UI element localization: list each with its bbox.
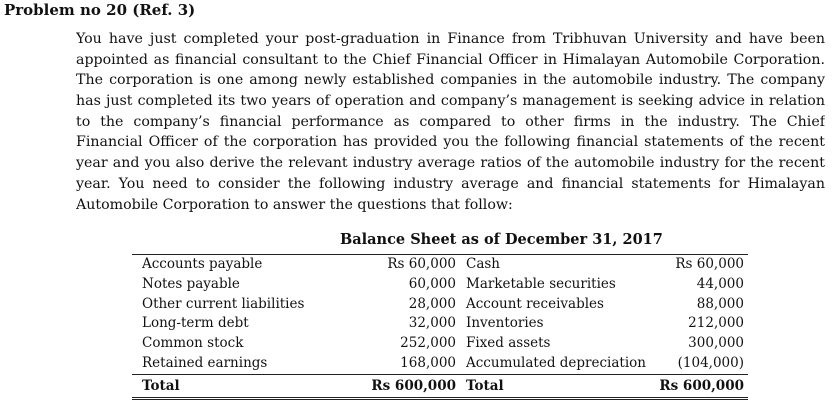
paragraph-line: Automobile Corporation to answer the questions that follow: — [76, 196, 513, 213]
table-row — [132, 255, 748, 275]
paragraph-line: to the company’s financial performance as compared to other firms in the industry. The Chief — [76, 113, 825, 130]
asset-label: Fixed assets — [466, 335, 551, 352]
paragraph-line: year and you also derive the relevant industry average ratios of the automobile industry for the recent — [76, 155, 825, 172]
liability-label: Long-term debt — [142, 315, 249, 332]
problem-statement — [76, 29, 825, 215]
paragraph-line: has just completed its two years of operation and company’s management is seeking advice in relation — [76, 93, 825, 110]
liability-value: 60,000 — [408, 275, 456, 292]
table-row — [132, 275, 748, 295]
liability-label: Retained earnings — [142, 354, 268, 371]
table-row — [132, 334, 748, 354]
total-assets-label: Total — [466, 377, 504, 394]
total-row — [132, 374, 748, 400]
asset-value: 88,000 — [696, 295, 744, 312]
total-liabilities-label: Total — [142, 377, 180, 394]
liability-label: Accounts payable — [142, 256, 263, 272]
problem-heading: Problem no 20 (Ref. 3) — [4, 1, 196, 19]
asset-value: 44,000 — [696, 275, 744, 292]
paragraph-line: Financial Officer of the corporation has provided you the following financial statements of the recent — [76, 134, 825, 151]
table-row — [132, 354, 748, 374]
total-liabilities-value: Rs 600,000 — [371, 377, 456, 394]
asset-label: Inventories — [466, 315, 544, 332]
asset-value: 212,000 — [688, 315, 744, 332]
balance-sheet-table — [132, 254, 748, 400]
table-row — [132, 295, 748, 315]
liability-value: Rs 60,000 — [387, 256, 456, 272]
paragraph-line: You have just completed your post-graduation in Finance from Tribhuvan University and have been — [76, 31, 825, 47]
asset-value: Rs 60,000 — [675, 256, 744, 272]
liability-label: Other current liabilities — [142, 295, 305, 312]
asset-label: Marketable securities — [466, 275, 616, 292]
liability-label: Notes payable — [142, 275, 240, 292]
liability-label: Common stock — [142, 335, 244, 352]
balance-sheet-title: Balance Sheet as of December 31, 2017 — [340, 231, 663, 248]
total-assets-value: Rs 600,000 — [659, 377, 744, 394]
liability-value: 28,000 — [408, 295, 456, 312]
asset-label: Account receivables — [466, 295, 604, 312]
table-row — [132, 314, 748, 334]
asset-value: (104,000) — [677, 354, 744, 371]
paragraph-line: The corporation is one among newly established companies in the automobile industry. The company — [76, 72, 825, 89]
liability-value: 252,000 — [400, 335, 456, 352]
asset-value: 300,000 — [688, 335, 744, 352]
liability-value: 168,000 — [400, 354, 456, 371]
asset-label: Cash — [466, 256, 501, 272]
asset-label: Accumulated depreciation — [466, 354, 646, 371]
liability-value: 32,000 — [408, 315, 456, 332]
paragraph-line: appointed as financial consultant to the Chief Financial Officer in Himalayan Automobile Corporation. — [76, 51, 825, 68]
paragraph-line: year. You need to consider the following industry average and financial statements for Himalayan — [76, 175, 825, 192]
